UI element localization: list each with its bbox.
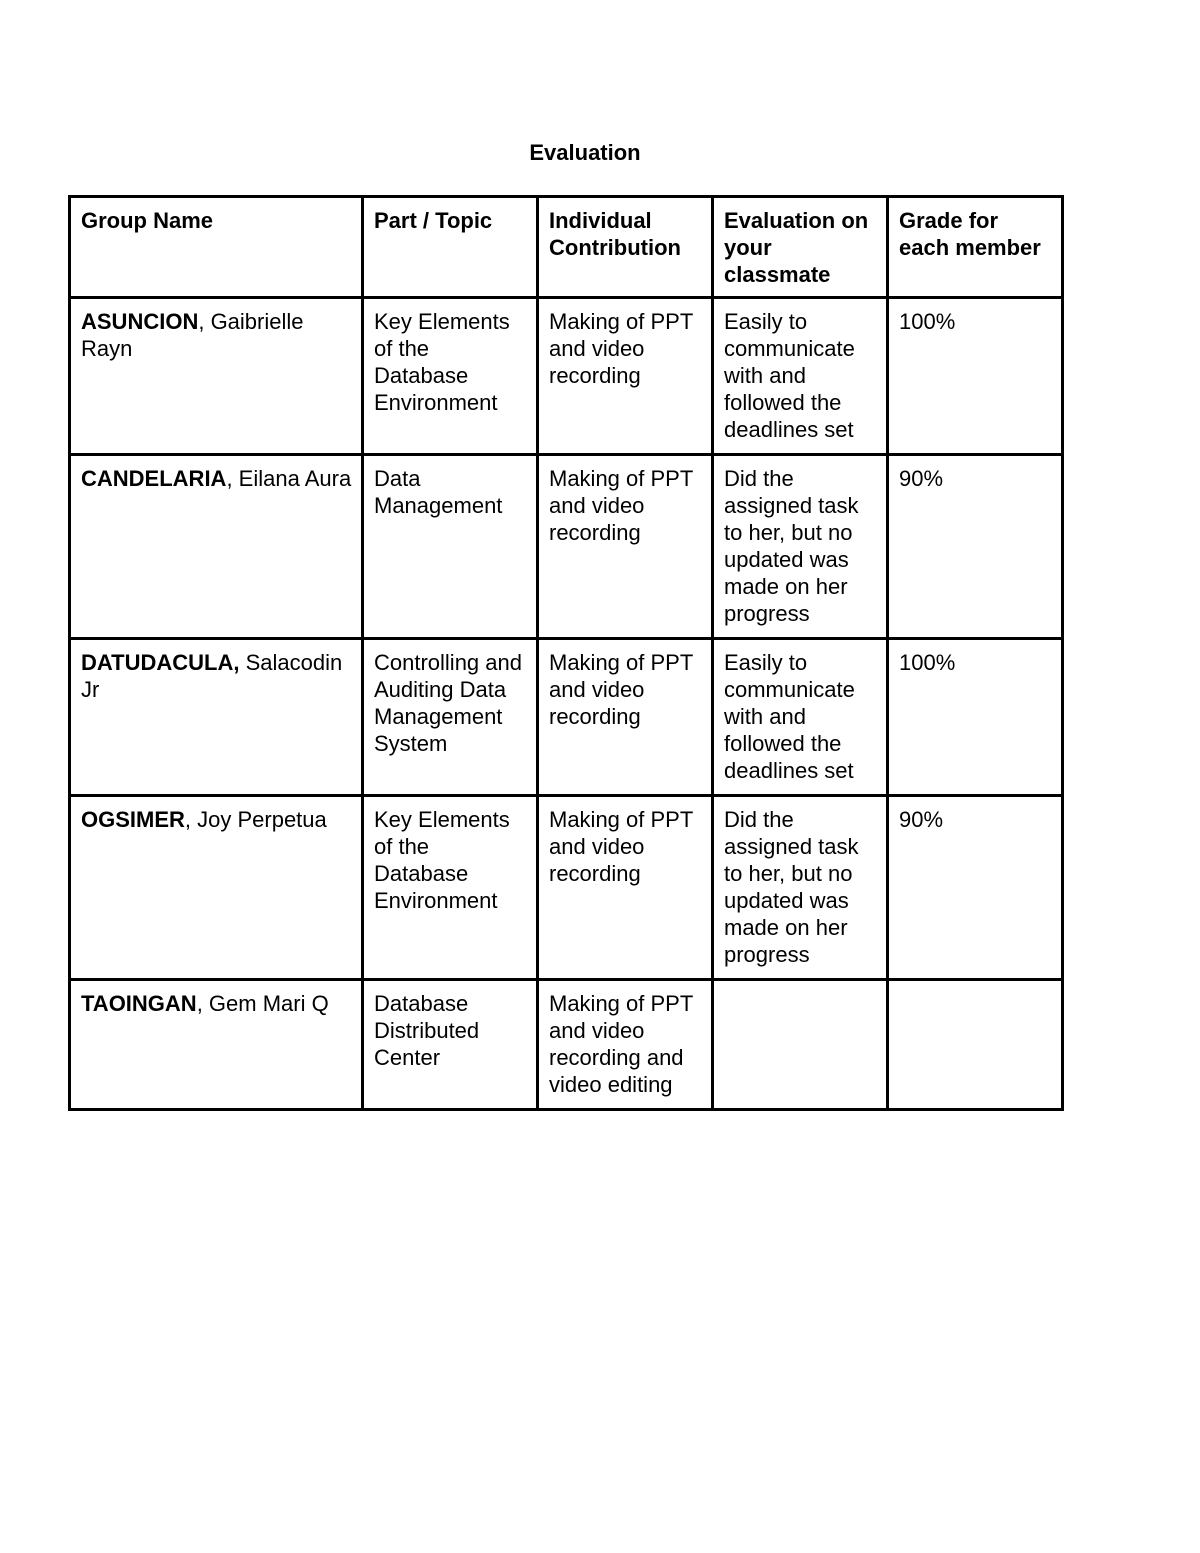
member-name-cell — [70, 980, 363, 1110]
member-name-cell — [70, 455, 363, 639]
table-row — [70, 639, 1063, 796]
topic-cell: Key Elements of the Database Environment — [363, 298, 538, 455]
member-surname: OGSIMER — [81, 807, 185, 832]
header-group-name: Group Name — [70, 197, 363, 298]
header-individual-contribution: Individual Contribution — [538, 197, 713, 298]
header-part-topic: Part / Topic — [363, 197, 538, 298]
evaluation-table — [68, 195, 1064, 1111]
member-given-name: , Eilana Aura — [226, 466, 352, 491]
member-surname: CANDELARIA — [81, 466, 227, 491]
topic-cell: Key Elements of the Database Environment — [363, 796, 538, 980]
grade-cell: 90% — [888, 455, 1063, 639]
member-given-name: , Gaibrielle Rayn — [81, 309, 304, 361]
table-header-row — [70, 197, 1063, 298]
evaluation-cell: Easily to communicate with and followed the deadlines set — [713, 639, 888, 796]
contribution-cell: Making of PPT and video recording — [538, 298, 713, 455]
table-row — [70, 796, 1063, 980]
table-row — [70, 980, 1063, 1110]
grade-cell: 90% — [888, 796, 1063, 980]
contribution-cell: Making of PPT and video recording and video editing — [538, 980, 713, 1110]
member-given-name: Salacodin Jr — [81, 650, 343, 702]
topic-cell: Controlling and Auditing Data Management System — [363, 639, 538, 796]
topic-cell: Data Management — [363, 455, 538, 639]
contribution-cell: Making of PPT and video recording — [538, 455, 713, 639]
evaluation-cell: Did the assigned task to her, but no updated was made on her progress — [713, 455, 888, 639]
page-title: Evaluation — [529, 140, 641, 165]
header-evaluation: Evaluation on your classmate — [713, 197, 888, 298]
header-grade: Grade for each member — [888, 197, 1063, 298]
table-row — [70, 298, 1063, 455]
evaluation-cell: Easily to communicate with and followed the deadlines set — [713, 298, 888, 455]
member-surname: DATUDACULA, — [81, 650, 240, 675]
member-given-name: , Joy Perpetua — [184, 807, 327, 832]
contribution-cell: Making of PPT and video recording — [538, 639, 713, 796]
grade-cell: 100% — [888, 298, 1063, 455]
member-surname: TAOINGAN — [81, 991, 197, 1016]
grade-cell: 100% — [888, 639, 1063, 796]
topic-cell: Database Distributed Center — [363, 980, 538, 1110]
table-row — [70, 455, 1063, 639]
member-name-cell — [70, 639, 363, 796]
member-name-cell — [70, 298, 363, 455]
grade-cell — [888, 980, 1063, 1110]
member-given-name: , Gem Mari Q — [196, 991, 329, 1016]
member-name-cell — [70, 796, 363, 980]
member-surname: ASUNCION — [81, 309, 199, 334]
evaluation-cell — [713, 980, 888, 1110]
evaluation-cell: Did the assigned task to her, but no updated was made on her progress — [713, 796, 888, 980]
contribution-cell: Making of PPT and video recording — [538, 796, 713, 980]
